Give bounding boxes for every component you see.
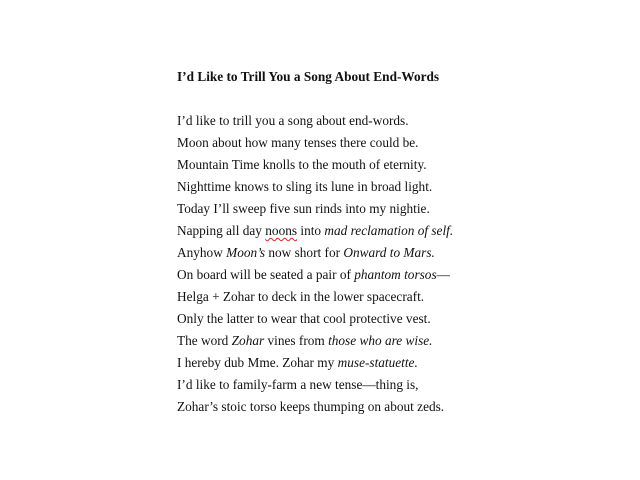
line-text: Moon about how many tenses there could be.	[177, 135, 419, 150]
spell-error-word: noons	[265, 223, 298, 238]
poem-line	[177, 266, 453, 288]
poem-line	[177, 354, 453, 376]
italic-phrase: muse-statuette.	[337, 355, 418, 370]
italic-phrase: those who are wise.	[328, 333, 433, 348]
line-text: Helga + Zohar to deck in the lower spacecraft.	[177, 289, 425, 304]
poem-line	[177, 200, 453, 222]
italic-phrase: Zohar	[231, 333, 265, 348]
line-text: I hereby dub Mme. Zohar my	[177, 355, 338, 370]
line-text: Zohar’s stoic torso keeps thumping on about zeds.	[177, 399, 445, 414]
poem-line	[177, 310, 453, 332]
line-text: Mountain Time knolls to the mouth of eternity.	[177, 157, 427, 172]
poem-line	[177, 222, 453, 244]
poem-body	[177, 112, 453, 420]
line-text: On board will be seated a pair of	[177, 267, 355, 282]
poem-line	[177, 376, 453, 398]
poem-line	[177, 156, 453, 178]
line-text: Today I’ll sweep five sun rinds into my nightie.	[177, 201, 430, 216]
line-text: Only the latter to wear that cool protective vest.	[177, 311, 431, 326]
line-text: Nighttime knows to sling its lune in broad light.	[177, 179, 433, 194]
poem-title: I’d Like to Trill You a Song About End-Words	[177, 69, 440, 84]
poem-line	[177, 398, 453, 420]
line-text: Anyhow	[177, 245, 227, 260]
poem-line	[177, 332, 453, 354]
line-text: now short for	[265, 245, 344, 260]
poem-line	[177, 112, 453, 134]
poem-line	[177, 134, 453, 156]
line-text: vines from	[264, 333, 329, 348]
poem-line	[177, 178, 453, 200]
line-text: Napping all day	[177, 223, 266, 238]
line-text: into	[297, 223, 325, 238]
line-text: —	[436, 267, 450, 282]
line-text: I’d like to family-farm a new tense—thing is,	[177, 377, 419, 392]
line-text: The word	[177, 333, 232, 348]
italic-phrase: phantom torsos	[354, 267, 437, 282]
poem-line	[177, 288, 453, 310]
line-text: I’d like to trill you a song about end-words.	[177, 113, 409, 128]
italic-phrase: Moon’s	[226, 245, 266, 260]
italic-phrase: Onward to Mars.	[343, 245, 435, 260]
poem-line	[177, 244, 453, 266]
italic-phrase: mad reclamation of self.	[324, 223, 454, 238]
